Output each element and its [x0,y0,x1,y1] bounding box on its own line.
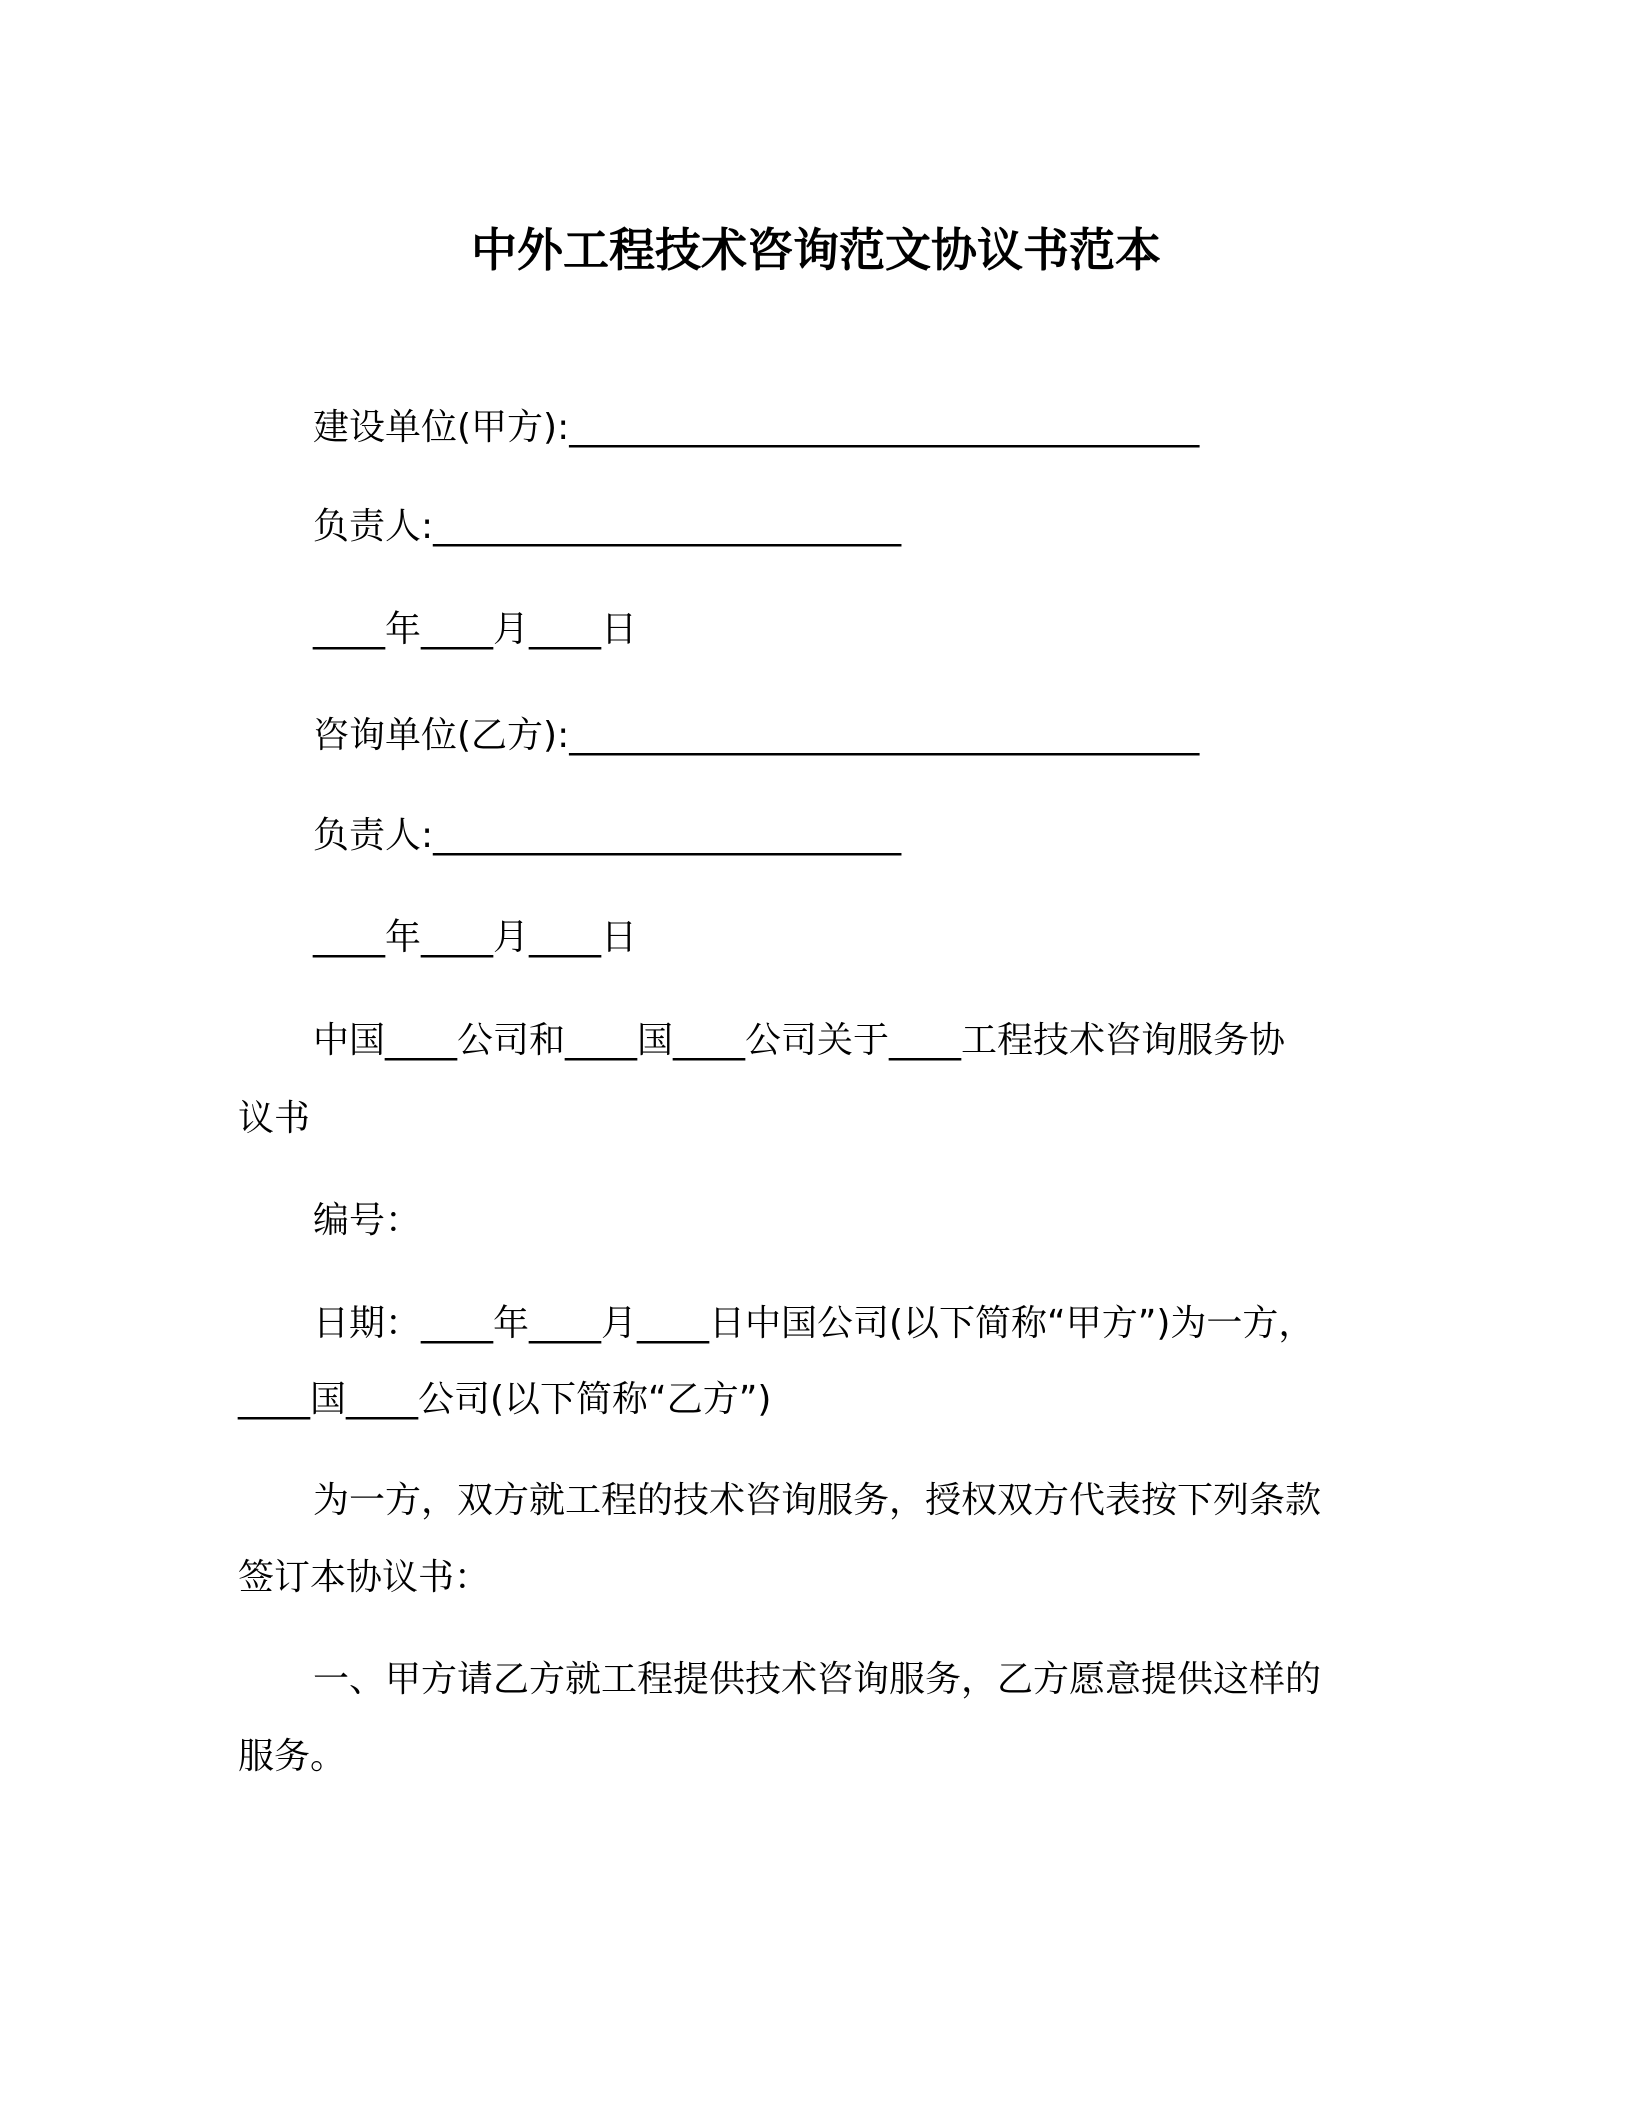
date-parties-line-2: ____国____公司(以下简称“乙方”) [238,1379,772,1420]
date-parties-line-1: 日期：____年____月____日中国公司(以下简称“甲方”)为一方， [313,1303,1315,1344]
clause-one-line-2: 服务。 [238,1736,347,1777]
document-title: 中外工程技术咨询范文协议书范本 [471,223,1161,277]
serial-number-line: 编号： [313,1200,422,1241]
clause-one-line-1: 一、甲方请乙方就工程提供技术咨询服务，乙方愿意提供这样的 [313,1659,1322,1700]
authorization-line-1: 为一方，双方就工程的技术咨询服务，授权双方代表按下列条款 [313,1480,1322,1521]
party-a-unit-line: 建设单位(甲方):___________________________________ [313,407,1200,448]
party-b-date-line: ____年____月____日 [313,917,638,958]
agreement-heading-line-2: 议书 [238,1098,311,1139]
party-a-responsible-line: 负责人:__________________________ [313,506,902,547]
party-b-responsible-line: 负责人:__________________________ [313,815,902,856]
party-a-date-line: ____年____月____日 [313,609,638,650]
party-b-unit-line: 咨询单位(乙方):___________________________________ [313,715,1200,756]
agreement-heading-line-1: 中国____公司和____国____公司关于____工程技术咨询服务协 [313,1020,1286,1061]
authorization-line-2: 签订本协议书： [238,1557,491,1598]
